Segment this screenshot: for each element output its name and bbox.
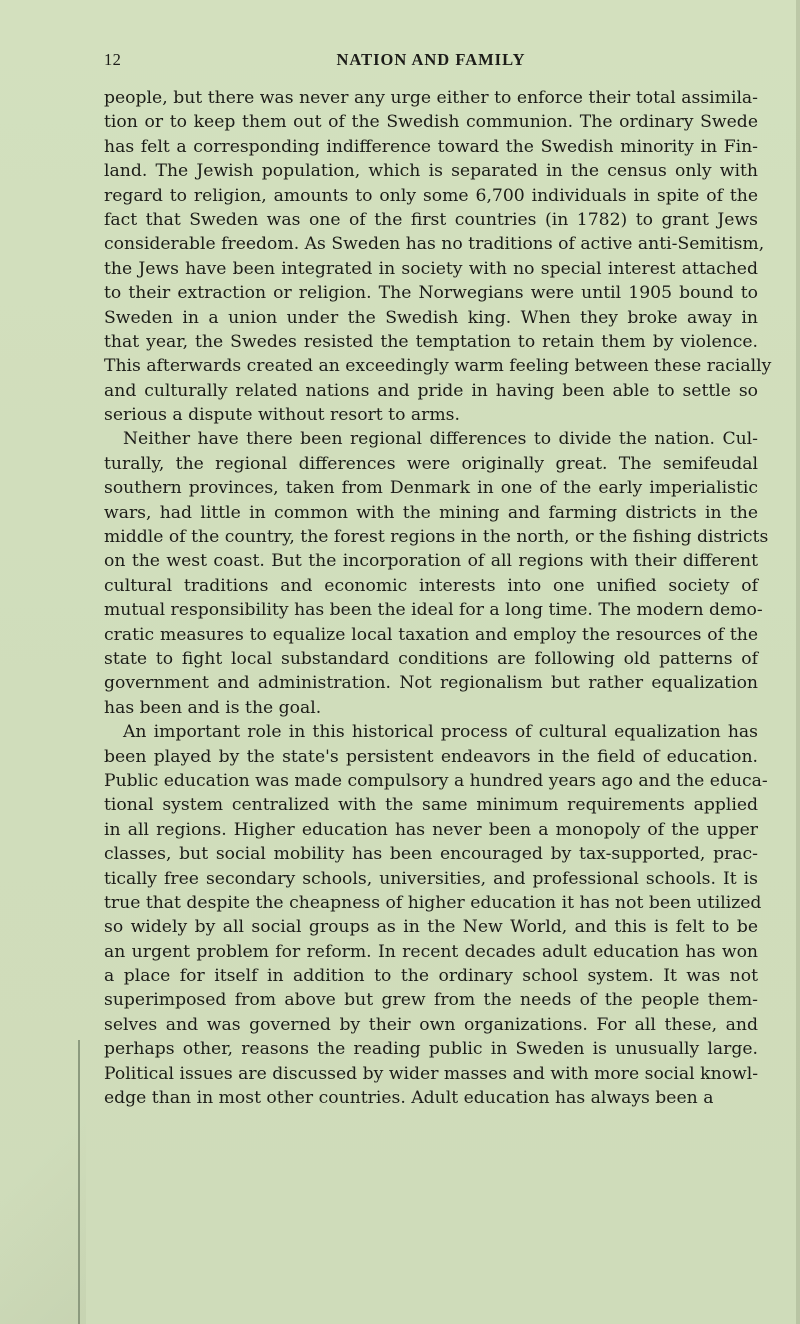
- text-line: in all regions. Higher education has never been a monopoly of the upper: [104, 819, 758, 840]
- text-line: Neither have there been regional differences to divide the nation. Cul-: [123, 429, 758, 450]
- page-edge: [796, 0, 800, 1324]
- text-line: has been and is the goal.: [104, 697, 322, 718]
- text-line: so widely by all social groups as in the New World, and this is felt to be: [104, 917, 758, 938]
- text-line: superimposed from above but grew from the needs of the people them-: [104, 990, 758, 1011]
- text-line: government and administration. Not regionalism but rather equalization: [104, 673, 758, 694]
- text-line: considerable freedom. As Sweden has no traditions of active anti-Semitism,: [104, 234, 765, 255]
- text-line: classes, but social mobility has been encouraged by tax-supported, prac-: [104, 844, 758, 865]
- body-text: [104, 86, 772, 1110]
- text-line: perhaps other, reasons the reading public in Sweden is unusually large.: [104, 1039, 758, 1060]
- text-line: selves and was governed by their own organizations. For all these, and: [104, 1014, 758, 1035]
- text-line: serious a dispute without resort to arms.: [104, 405, 460, 426]
- text-line: regard to religion, amounts to only some 6,700 individuals in spite of the: [104, 185, 758, 206]
- text-line: that year, the Swedes resisted the temptation to retain them by violence.: [104, 331, 758, 352]
- paragraph: [104, 427, 769, 720]
- text-line: cratic measures to equalize local taxation and employ the resources of the: [104, 624, 758, 645]
- text-line: to their extraction or religion. The Norwegians were until 1905 bound to: [104, 283, 758, 304]
- text-line: southern provinces, taken from Denmark in one of the early imperialistic: [104, 478, 758, 499]
- text-line: the Jews have been integrated in society with no special interest attached: [104, 258, 758, 279]
- text-line: tional system centralized with the same minimum requirements applied: [104, 795, 758, 816]
- page-edge-mark: [78, 1040, 80, 1324]
- text-line: on the west coast. But the incorporation of all regions with their different: [104, 551, 758, 572]
- page-shadow: [0, 1005, 86, 1324]
- text-line: middle of the country, the forest regions in the north, or the fishing districts: [104, 527, 769, 548]
- text-line: tically free secondary schools, universities, and professional schools. It is: [104, 868, 758, 889]
- text-line: turally, the regional differences were originally great. The semifeudal: [104, 453, 758, 474]
- text-line: fact that Sweden was one of the first countries (in 1782) to grant Jews: [104, 209, 758, 230]
- text-line: been played by the state's persistent endeavors in the field of education.: [104, 746, 758, 767]
- running-head: NATION AND FAMILY: [336, 50, 526, 69]
- page-number: 12: [104, 50, 122, 69]
- text-line: a place for itself in addition to the ordinary school system. It was not: [104, 966, 758, 987]
- text-line: true that despite the cheapness of higher education it has not been utilized: [104, 892, 762, 913]
- text-line: land. The Jewish population, which is separated in the census only with: [104, 161, 758, 182]
- paragraph: [104, 720, 768, 1110]
- text-line: wars, had little in common with the mining and farming districts in the: [104, 502, 758, 523]
- text-line: This afterwards created an exceedingly warm feeling between these racially: [104, 356, 772, 377]
- text-line: An important role in this historical process of cultural equalization has: [123, 722, 758, 743]
- text-line: state to fight local substandard conditions are following old patterns of: [104, 648, 758, 669]
- text-line: mutual responsibility has been the ideal for a long time. The modern demo-: [104, 600, 763, 621]
- text-line: Sweden in a union under the Swedish king. When they broke away in: [104, 307, 758, 328]
- page-header: [104, 50, 758, 72]
- text-line: Public education was made compulsory a hundred years ago and the educa-: [104, 770, 768, 791]
- text-line: cultural traditions and economic interests into one unified society of: [104, 575, 758, 596]
- text-line: and culturally related nations and pride in having been able to settle so: [104, 380, 758, 401]
- text-line: an urgent problem for reform. In recent decades adult education has won: [104, 941, 758, 962]
- paragraph: [104, 86, 772, 427]
- text-line: tion or to keep them out of the Swedish communion. The ordinary Swede: [104, 112, 758, 133]
- text-line: edge than in most other countries. Adult education has always been a: [104, 1088, 714, 1109]
- text-line: people, but there was never any urge either to enforce their total assimila-: [104, 88, 758, 108]
- text-line: has felt a corresponding indifference toward the Swedish minority in Fin-: [104, 136, 758, 157]
- text-line: Political issues are discussed by wider masses and with more social knowl-: [104, 1063, 758, 1084]
